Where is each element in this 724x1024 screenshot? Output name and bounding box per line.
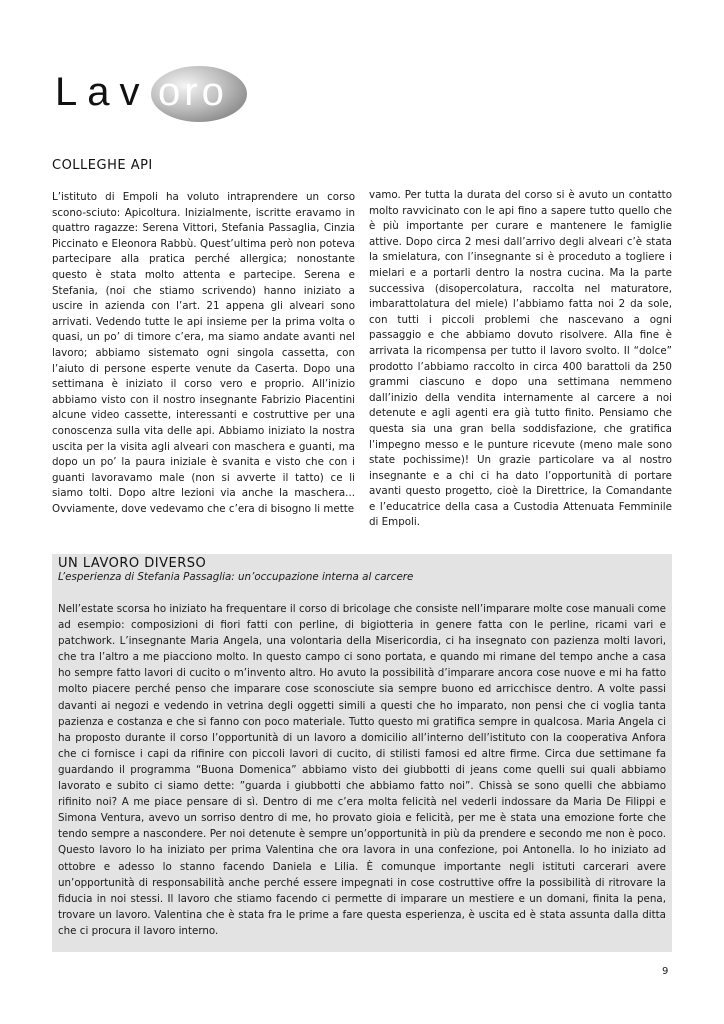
article-column-left	[52, 190, 355, 517]
article-paragraph: L’istituto di Empoli ha voluto intraprendere un corso scono-sciuto: Apicoltura. Inizialmente, iscritte eravamo in quattro ragazze: Serena Vittori, Stefania Passaglia, Cinzia Piccinato e Eleonora Rabbù. Quest’ultima però non poteva partecipare alla pratica perché allergica; nonostante questo è stata molto attenta e partecipe. Serena e Stefania, (noi che stiamo scrivendo) hanno iniziato a uscire in azienda con l’art. 21 appena gli alveari sono arrivati. Vedendo tutte le api insieme per la prima volta o quasi, un po’ di timore c’era, ma siamo andate avanti nel lavoro; abbiamo sistemato ogni singola cassetta, con l’aiuto di persone esperte venute da Caserta. Dopo una settimana è iniziato il corso vero e proprio. All’inizio abbiamo visto con il nostro insegnante Fabrizio Piacentini alcune video cassette, interessanti e costruttive per una conoscenza sulla vita delle api. Abbiamo iniziato la nostra uscita per la visita agli alveari con maschera e guanti, ma dopo un po’ la paura iniziale è svanita e visto che con i guanti lavoravamo male (non si avverte il tatto) ce li siamo tolti. Dopo altre lezioni via anche la maschera... Ovviamente, dove vedevamo che c’era di bisogno li mette	[52, 191, 355, 515]
title-oval-text: oro	[158, 70, 228, 114]
article-paragraph: vamo. Per tutta la durata del corso si è avuto un contatto molto ravvicinato con le api fino a sapere tutto quello che è più importante per curare e mantenere le famiglie attive. Dopo circa 2 mesi dall’arrivo degli alveari c’è stata la smielatura, con l’insegnante si è proceduto a togliere i mielari e a portarli dentro la nostra cucina. Ma la parte successiva (disopercolatura, raccolta nel maturatore, imbarattolatura del miele) l’abbiamo fatta noi 2 da sole, con tutti i piccoli problemi che nascevano a ogni passaggio e che abbiamo dovuto risolvere. Alla fine è arrivata la ricompensa per tutto il lavoro svolto. Il “dolce” prodotto l’abbiamo raccolto in circa 400 barattoli da 250 grammi ciascuno e dopo una settimana nemmeno dall’inizio della vendita internamente al carcere a noi detenute e agli agenti era già tutto finito. Pensiamo che questa sia una gran bella soddisfazione, che gratifica l’impegno messo e le punture ricevute (meno male sono state pochissime)! Un grazie particolare va al nostro insegnante e a chi ci ha dato l’opportunità di portare avanti questo progetto, cioè la Direttrice, la Comandante e l’educatrice della casa a Custodia Attenuata Femminile di Empoli.	[369, 189, 672, 529]
page-title	[55, 66, 255, 130]
section-subtitle: L’esperienza di Stefania Passaglia: un’occupazione interna al carcere	[58, 571, 414, 583]
box-article-body	[58, 601, 666, 939]
title-text: Lav	[55, 70, 150, 114]
article-column-right	[369, 188, 672, 531]
sidebar-box-un-lavoro-diverso	[52, 554, 672, 952]
article-paragraph: Nell’estate scorsa ho iniziato ha frequentare il corso di bricolage che consiste nell’imparare molte cose manuali come ad esempio: composizioni di fiori fatti con perline, di bigiotteria in genere fatta con le perline, ricami vari e patchwork. L’insegnante Maria Angela, una volontaria della Misericordia, ci ha insegnato con pazienza molti lavori, che tra l’altro a me piacciono molto. In questo campo ci sono portata, e quando mi rimane del tempo anche a casa ho sempre fatto lavori di cucito o m’invento altro. Ho avuto la possibilità d’imparare ancora cose nuove e mi ha fatto molto piacere perché penso che imparare cose sconosciute sia sempre buono ed arricchisce dentro. A volte passi davanti ai negozi e vedendo in vetrina degli oggetti simili a questi che ho imparato, non pensi che ci voglia tanta pazienza e costanza e che si fanno con poco materiale. Tutto questo mi gratifica sempre in qualcosa. Maria Angela ci ha proposto durante il corso l’opportunità di un lavoro a domicilio all’interno dell’istituto con la cooperativa Anfora che ci fornisce i capi da rifinire con piccoli lavori di cucito, di stilisti famosi ed altre firme. Circa due settimane fa guardando il programma “Buona Domenica” abbiamo visto dei giubbotti di jeans come quelli sui quali abbiamo lavorato e subito ci siamo dette: ”guarda i giubbotti che abbiamo fatto noi”. Chissà se sono quelli che abbiamo rifinito noi? A me piace pensare di sì. Dentro di me c’era molta felicità nel vederli indossare da Maria De Filippi e Simona Ventura, avevo un sorriso dentro di me, ho provato gioia e felicità, per me è stata una emozione forte che tendo sempre a nascondere. Per noi detenute è sempre un’opportunità in più da prendere e secondo me non è poco. Questo lavoro lo ha iniziato per prima Valentina che ora lavora in una confezione, poi Antonella. Io ho iniziato ad ottobre e adesso lo stanno facendo Daniela e Lilia. È comunque importante negli istituti carcerari avere un’opportunità di responsabilità anche perché essere impegnati in cose costruttive offre la possibilità di ritrovare la fiducia in noi stessi. Il lavoro che stiamo facendo ci permette di imparare un mestiere e un domani, finita la pena, trovare un lavoro. Valentina che è stata fra le prime a fare questa esperienza, è uscita ed è stata assunta dalla ditta che ci procura il lavoro interno.	[58, 603, 666, 937]
page-number: 9	[662, 966, 669, 977]
section-heading-colleghe-api: COLLEGHE API	[52, 158, 153, 173]
section-heading-un-lavoro-diverso: UN LAVORO DIVERSO	[58, 556, 207, 571]
